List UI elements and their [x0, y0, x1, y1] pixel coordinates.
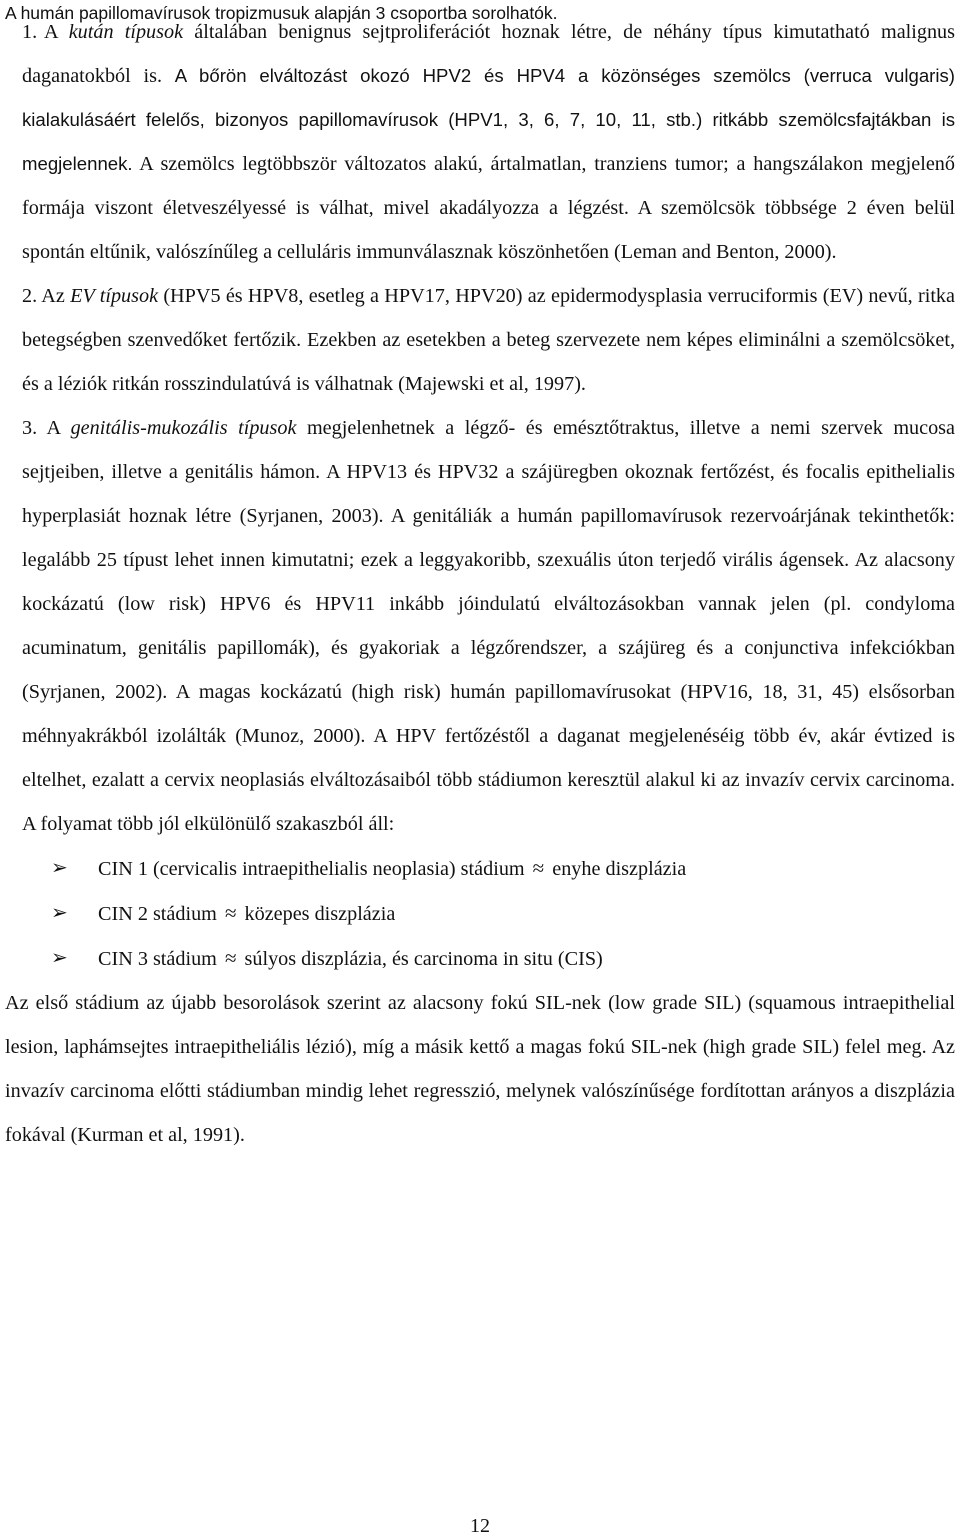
approx-symbol-icon: ≈	[224, 901, 237, 925]
approx-symbol-icon: ≈	[532, 856, 545, 880]
bullet-item: ➢ CIN 1 (cervicalis intraepithelialis neoplasia) stádium ≈ enyhe diszplázia	[5, 846, 955, 891]
paragraph-genital-types: 3. A genitális-mukozális típusok megjelenhetnek a légző- és emésztőtraktus, illetve a nemi szervek mucosa sejtjeiben, illetve a genitális hámon. A HPV13 és HPV32 a szájüregben okoznak fertőzést, és focalis epithelialis hyperplasiát hoznak létre (Syrjanen, 2003). A genitáliák a humán papillomavírusok rezervoárjának tekinthetők: legalább 25 típust lehet innen kimutatni; ezek a leggyakoribb, szexuális úton terjedő virális ágensek. Az alacsony kockázatú (low risk) HPV6 és HPV11 inkább jóindulatú elváltozásokban vannak jelen (pl. condyloma acuminatum, genitális papillomák), és gyakoriak a légzőrendszer, a szájüreg és a conjunctiva infekciókban (Syrjanen, 2002). A magas kockázatú (high risk) humán papillomavírusokat (HPV16, 18, 31, 45) elsősorban méhnyakrákból izolálták (Munoz, 2000). A HPV fertőzéstől a daganat megjelenéséig több év, akár évtized is eltelhet, ezalatt a cervix neoplasiás elváltozásaiból több stádiumon keresztül alakul ki az invazív cervix carcinoma. A folyamat több jól elkülönülő szakaszból áll:	[22, 417, 955, 835]
term-ev: EV típusok	[70, 285, 159, 307]
bullet-item: ➢ CIN 2 stádium ≈ közepes diszplázia	[5, 891, 955, 936]
document-body	[5, 10, 955, 1157]
item-number: 1.	[22, 21, 38, 43]
item-number: 2.	[22, 285, 38, 307]
paragraph-sil-classification: Az első stádium az újabb besorolások szerint az alacsony fokú SIL-nek (low grade SIL) (squamous intraepithelial lesion, laphámsejtes intraepitheliális lézió), míg a másik kettő a magas fokú SIL-nek (high grade SIL) felel meg. Az invazív carcinoma előtti stádiumban mindig lehet regresszió, melynek valószínűsége fordítottan arányos a diszplázia fokával (Kurman et al, 1991).	[5, 992, 955, 1146]
term-cutaneous: kután típusok	[68, 21, 184, 43]
paragraph-ev-types: 2. Az EV típusok (HPV5 és HPV8, esetleg a HPV17, HPV20) az epidermodysplasia verruciformis (EV) nevű, ritka betegségben szenvedőket fertőzik. Ezekben az esetekben a beteg szervezete nem képes eliminálni a szemölcsöket, és a léziók ritkán rosszindulatúvá is válhatnak (Majewski et al, 1997).	[22, 285, 955, 395]
arrow-bullet-icon: ➢	[51, 947, 68, 969]
paragraph-cutaneous-types: 1. A kután típusok általában benignus sejtproliferációt hoznak létre, de néhány típus kimutatható malignus daganatokból is. A bőrön elváltozást okozó HPV2 és HPV4 a közönséges szemölcs (verruca vulgaris) kialakulásáért felelős, bizonyos papillomavírusok (HPV1, 3, 6, 7, 10, 11, stb.) ritkább szemölcsfajtákban is megjelennek. A szemölcs legtöbbször változatos alakú, ártalmatlan, tranziens tumor; a hangszálakon megjelenő formája viszont életveszélyessé is válhat, mivel akadályozza a légzést. A szemölcsök többsége 2 éven belül spontán eltűnik, valószínűleg a celluláris immunválasznak köszönhetően (Leman and Benton, 2000).	[5, 10, 955, 274]
item-number: 3.	[22, 417, 38, 439]
arrow-bullet-icon: ➢	[51, 902, 68, 924]
page-number: 12	[470, 1515, 490, 1537]
term-genital-mucosal: genitális-mukozális típusok	[70, 417, 297, 439]
bullet-item: ➢ CIN 3 stádium ≈ súlyos diszplázia, és carcinoma in situ (CIS)	[5, 936, 955, 981]
approx-symbol-icon: ≈	[224, 946, 237, 970]
sans-passage: A bőrön elváltozást okozó HPV2 és HPV4 a közönséges szemölcs (verruca vulgaris) kialakulásáért felelős, bizonyos papillomavírusok (HPV1, 3, 6, 7, 10, 11, stb.) ritkább szemölcsfajtákban is megjelennek.	[22, 65, 955, 174]
arrow-bullet-icon: ➢	[51, 857, 68, 879]
intro-sentence: A humán papillomavírusok tropizmusuk alapján 3 csoportba sorolhatók.	[5, 3, 558, 23]
